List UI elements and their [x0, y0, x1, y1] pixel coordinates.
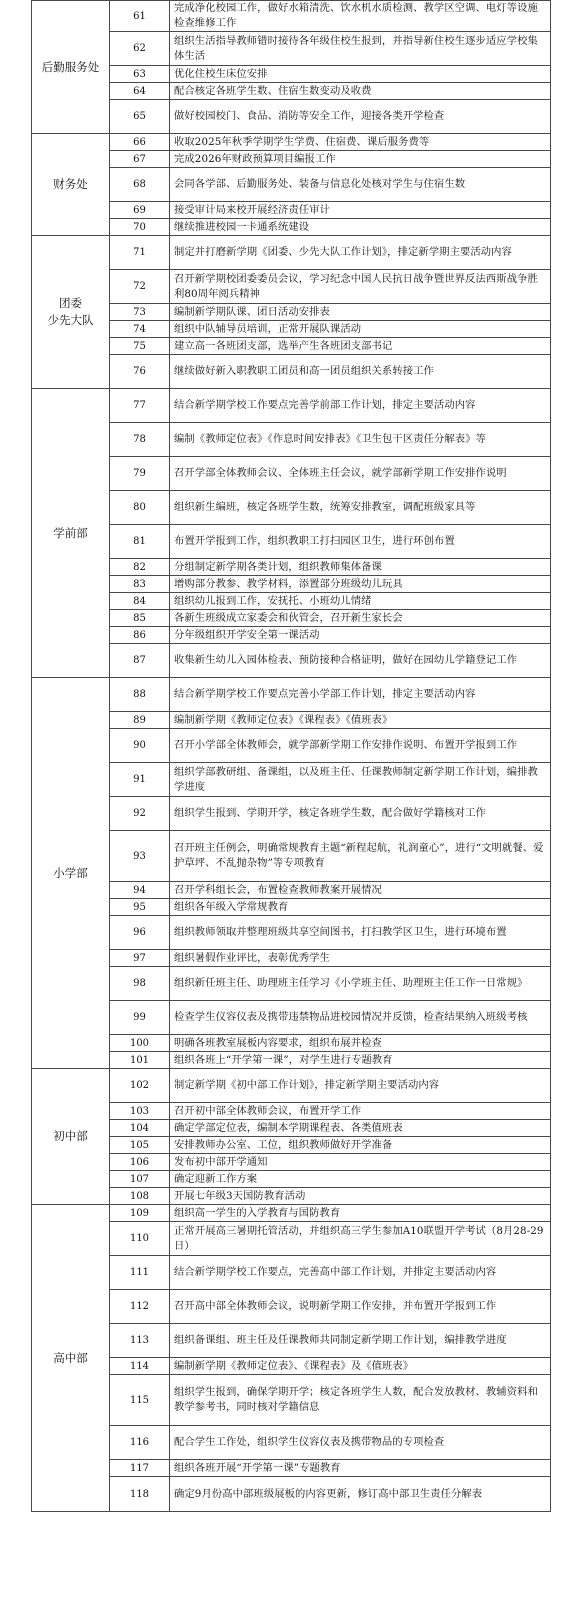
department-cell [32, 389, 110, 678]
table-row [32, 66, 551, 83]
department-cell [32, 236, 110, 389]
department-name: 团委 [59, 296, 82, 310]
table-row [32, 1477, 551, 1512]
row-number: 100 [110, 1035, 170, 1052]
task-description: 各新生班级成立家委会和伙管会，召开新生家长会 [170, 610, 551, 627]
task-description: 制定新学期《初中部工作计划》，排定新学期主要活动内容 [170, 1069, 551, 1103]
table-row [32, 576, 551, 593]
table-row [32, 1, 551, 32]
department-name: 后勤服务处 [41, 59, 100, 74]
row-number: 90 [110, 729, 170, 763]
task-description: 完成2026年财政预算项目编报工作 [170, 151, 551, 168]
department-cell [32, 1, 110, 134]
table-row [32, 1205, 551, 1222]
table-row [32, 797, 551, 831]
row-number: 62 [110, 32, 170, 66]
table-row [32, 916, 551, 950]
table-row [32, 151, 551, 168]
task-description: 组织学生报到，确保学期开学；核定各班学生人数，配合发放教材、教辅资料和教学参考书，同时核对学籍信息 [170, 1375, 551, 1426]
task-description: 组织幼儿报到工作，安抚托、小班幼儿情绪 [170, 593, 551, 610]
row-number: 65 [110, 100, 170, 134]
table-row [32, 1460, 551, 1477]
table-row [32, 899, 551, 916]
table-row [32, 525, 551, 559]
task-description: 正常开展高三暑期托管活动，并组织高三学生参加A10联盟开学考试（8月28-29日） [170, 1222, 551, 1256]
row-number: 77 [110, 389, 170, 423]
row-number: 92 [110, 797, 170, 831]
row-number: 111 [110, 1256, 170, 1290]
task-description: 布置开学报到工作，组织教职工打扫园区卫生，进行环创布置 [170, 525, 551, 559]
table-row [32, 1137, 551, 1154]
task-description: 召开新学期校团委委员会议，学习纪念中国人民抗日战争暨世界反法西斯战争胜利80周年阅兵精神 [170, 270, 551, 304]
task-description: 增购部分教参、教学材料，添置部分班级幼儿玩具 [170, 576, 551, 593]
task-description: 组织新任班主任、助理班主任学习《小学班主任、助理班主任工作一日常规》 [170, 967, 551, 1001]
table-row [32, 610, 551, 627]
task-description: 收取2025年秋季学期学生学费、住宿费、课后服务费等 [170, 134, 551, 151]
task-description: 发布初中部开学通知 [170, 1154, 551, 1171]
task-description: 分年级组织开学安全第一课活动 [170, 627, 551, 644]
row-number: 91 [110, 763, 170, 797]
task-description: 组织教师领取并整理班级共享空间图书，打扫教学区卫生，进行环境布置 [170, 916, 551, 950]
task-description: 组织各班上“开学第一课”，对学生进行专题教育 [170, 1052, 551, 1069]
row-number: 96 [110, 916, 170, 950]
table-row [32, 1324, 551, 1358]
row-number: 80 [110, 491, 170, 525]
table-row [32, 1069, 551, 1103]
task-description: 结合新学期学校工作要点完善小学部工作计划，排定主要活动内容 [170, 678, 551, 712]
table-row [32, 423, 551, 457]
task-description: 组织备课组、班主任及任课教师共同制定新学期工作计划，编排教学进度 [170, 1324, 551, 1358]
task-description: 安排教师办公室、工位，组织教师做好开学准备 [170, 1137, 551, 1154]
table-row [32, 559, 551, 576]
row-number: 69 [110, 202, 170, 219]
table-row [32, 1375, 551, 1426]
table-row [32, 678, 551, 712]
row-number: 116 [110, 1426, 170, 1460]
row-number: 97 [110, 950, 170, 967]
row-number: 99 [110, 1001, 170, 1035]
table-row [32, 355, 551, 389]
row-number: 105 [110, 1137, 170, 1154]
task-description: 组织新生编班，核定各班学生数，统筹安排教室，调配班级家具等 [170, 491, 551, 525]
task-description: 继续做好新入职教职工团员和高一团员组织关系转接工作 [170, 355, 551, 389]
row-number: 79 [110, 457, 170, 491]
task-description: 明确各班教室展板内容要求，组织布展并检查 [170, 1035, 551, 1052]
table-row [32, 1052, 551, 1069]
department-name: 小学部 [53, 865, 88, 880]
task-description: 组织暑假作业评比，表彰优秀学生 [170, 950, 551, 967]
row-number: 76 [110, 355, 170, 389]
task-description: 组织学部教研组、备课组，以及班主任、任课教师制定新学期工作计划，编排教学进度 [170, 763, 551, 797]
table-row [32, 219, 551, 236]
department-name: 少先大队 [47, 313, 94, 327]
task-description: 配合核定各班学生数、住宿生数变动及收费 [170, 83, 551, 100]
row-number: 63 [110, 66, 170, 83]
row-number: 68 [110, 168, 170, 202]
task-description: 编制《教师定位表》《作息时间安排表》《卫生包干区责任分解表》等 [170, 423, 551, 457]
table-body [32, 1, 551, 1512]
row-number: 117 [110, 1460, 170, 1477]
task-description: 编制新学期队课、团日活动安排表 [170, 304, 551, 321]
table-row [32, 763, 551, 797]
task-description: 配合学生工作处，组织学生仪容仪表及携带物品的专项检查 [170, 1426, 551, 1460]
table-row [32, 1120, 551, 1137]
row-number: 71 [110, 236, 170, 270]
table-row [32, 1188, 551, 1205]
row-number: 107 [110, 1171, 170, 1188]
table-row [32, 1035, 551, 1052]
row-number: 70 [110, 219, 170, 236]
task-description: 召开初中部全体教师会议，布置开学工作 [170, 1103, 551, 1120]
task-description: 确定学部定位表，编制本学期课程表、各类值班表 [170, 1120, 551, 1137]
row-number: 61 [110, 1, 170, 32]
row-number: 95 [110, 899, 170, 916]
task-description: 开展七年级3天国防教育活动 [170, 1188, 551, 1205]
table-row [32, 831, 551, 882]
department-name: 高中部 [53, 1350, 88, 1365]
table-row [32, 168, 551, 202]
task-description: 组织学生报到、学期开学，核定各班学生数，配合做好学籍核对工作 [170, 797, 551, 831]
table-row [32, 627, 551, 644]
table-row [32, 593, 551, 610]
row-number: 112 [110, 1290, 170, 1324]
table-row [32, 32, 551, 66]
row-number: 93 [110, 831, 170, 882]
table-row [32, 236, 551, 270]
row-number: 102 [110, 1069, 170, 1103]
row-number: 114 [110, 1358, 170, 1375]
table-row [32, 729, 551, 763]
row-number: 74 [110, 321, 170, 338]
department-name: 学前部 [53, 525, 88, 540]
row-number: 83 [110, 576, 170, 593]
row-number: 72 [110, 270, 170, 304]
row-number: 118 [110, 1477, 170, 1512]
task-description: 接受审计局来校开展经济责任审计 [170, 202, 551, 219]
table-row [32, 389, 551, 423]
table-row [32, 1256, 551, 1290]
department-cell [32, 1069, 110, 1205]
task-description: 结合新学期学校工作要点完善学前部工作计划，排定主要活动内容 [170, 389, 551, 423]
task-description: 组织生活指导教师错时接待各年级住校生报到，并指导新住校生逐步适应学校集体生活 [170, 32, 551, 66]
task-description: 编制新学期《教师定位表》、《课程表》及《值班表》 [170, 1358, 551, 1375]
row-number: 84 [110, 593, 170, 610]
task-description: 组织中队辅导员培训，正常开展队课活动 [170, 321, 551, 338]
table-row [32, 882, 551, 899]
task-description: 组织高一学生的入学教育与国防教育 [170, 1205, 551, 1222]
table-row [32, 270, 551, 304]
row-number: 103 [110, 1103, 170, 1120]
row-number: 98 [110, 967, 170, 1001]
row-number: 75 [110, 338, 170, 355]
task-description: 召开学科组长会，布置检查教师教案开展情况 [170, 882, 551, 899]
row-number: 109 [110, 1205, 170, 1222]
row-number: 108 [110, 1188, 170, 1205]
table-row [32, 1001, 551, 1035]
row-number: 81 [110, 525, 170, 559]
table-row [32, 1171, 551, 1188]
table-row [32, 491, 551, 525]
table-row [32, 321, 551, 338]
task-description: 编制新学期《教师定位表》《课程表》《值班表》 [170, 712, 551, 729]
task-description: 会同各学部、后勤服务处、装备与信息化处核对学生与住宿生数 [170, 168, 551, 202]
work-schedule-table [31, 0, 551, 1512]
row-number: 64 [110, 83, 170, 100]
row-number: 89 [110, 712, 170, 729]
task-description: 继续推进校园一卡通系统建设 [170, 219, 551, 236]
task-description: 召开班主任例会，明确常规教育主题“新程起航，礼润童心”，进行“文明就餐、爱护草坪、不乱抛杂物”等专项教育 [170, 831, 551, 882]
row-number: 94 [110, 882, 170, 899]
row-number: 115 [110, 1375, 170, 1426]
row-number: 78 [110, 423, 170, 457]
department-cell [32, 134, 110, 236]
task-description: 召开小学部全体教师会，就学部新学期工作安排作说明、布置开学报到工作 [170, 729, 551, 763]
task-description: 分组制定新学期各类计划，组织教师集体备课 [170, 559, 551, 576]
table-row [32, 644, 551, 678]
row-number: 73 [110, 304, 170, 321]
table-row [32, 457, 551, 491]
row-number: 86 [110, 627, 170, 644]
row-number: 82 [110, 559, 170, 576]
row-number: 101 [110, 1052, 170, 1069]
table-row [32, 712, 551, 729]
row-number: 88 [110, 678, 170, 712]
department-name: 初中部 [53, 1129, 88, 1143]
task-description: 确定9月份高中部班级展板的内容更新，修订高中部卫生责任分解表 [170, 1477, 551, 1512]
task-description: 组织各班开展“开学第一课”专题教育 [170, 1460, 551, 1477]
task-description: 结合新学期学校工作要点，完善高中部工作计划，并排定主要活动内容 [170, 1256, 551, 1290]
table-row [32, 950, 551, 967]
row-number: 85 [110, 610, 170, 627]
table-row [32, 202, 551, 219]
table-row [32, 1103, 551, 1120]
task-description: 做好校园校门、食品、消防等安全工作，迎接各类开学检查 [170, 100, 551, 134]
table-row [32, 134, 551, 151]
task-description: 优化住校生床位安排 [170, 66, 551, 83]
table-row [32, 1290, 551, 1324]
row-number: 66 [110, 134, 170, 151]
table-row [32, 100, 551, 134]
task-description: 确定迎新工作方案 [170, 1171, 551, 1188]
task-description: 制定并打磨新学期《团委、少先大队工作计划》，排定新学期主要活动内容 [170, 236, 551, 270]
department-cell [32, 678, 110, 1069]
task-description: 召开学部全体教师会议、全体班主任会议，就学部新学期工作安排作说明 [170, 457, 551, 491]
department-name: 财务处 [53, 177, 88, 191]
task-description: 建立高一各班团支部，选举产生各班团支部书记 [170, 338, 551, 355]
row-number: 87 [110, 644, 170, 678]
row-number: 106 [110, 1154, 170, 1171]
row-number: 113 [110, 1324, 170, 1358]
table-row [32, 967, 551, 1001]
table-row [32, 338, 551, 355]
table-row [32, 83, 551, 100]
task-description: 组织各年级入学常规教育 [170, 899, 551, 916]
task-description: 收集新生幼儿入园体检表、预防接种合格证明，做好在园幼儿学籍登记工作 [170, 644, 551, 678]
row-number: 104 [110, 1120, 170, 1137]
task-description: 召开高中部全体教师会议，说明新学期工作安排，并布置开学报到工作 [170, 1290, 551, 1324]
task-description: 检查学生仪容仪表及携带违禁物品进校园情况并反馈，检查结果纳入班级考核 [170, 1001, 551, 1035]
table-row [32, 304, 551, 321]
row-number: 110 [110, 1222, 170, 1256]
row-number: 67 [110, 151, 170, 168]
task-description: 完成净化校园工作，做好水箱清洗、饮水机水质检测、教学区空调、电灯等设施检查维修工作 [170, 1, 551, 32]
table-row [32, 1426, 551, 1460]
table-row [32, 1222, 551, 1256]
table-row [32, 1154, 551, 1171]
department-cell [32, 1205, 110, 1512]
table-row [32, 1358, 551, 1375]
